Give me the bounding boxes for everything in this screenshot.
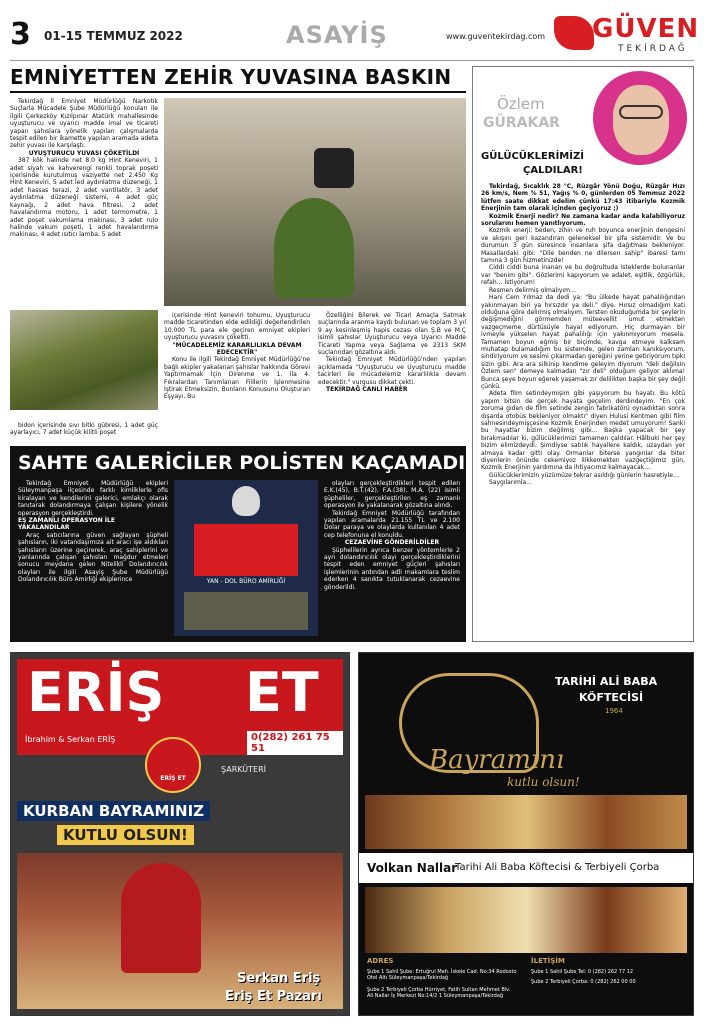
column-p4: Ciddi ciddi buna inanan ve bu doğrultuda isteklerde bulunanlar var "benim gibi". Gözlerimi kapıyorum ve adalet, eşitlik, özgürlük, refah… İstiyorum! [481,264,685,287]
article1-subheading-1: UYUŞTURUCU YUVASI ÇÖKETİLDİ [28,149,140,157]
column-title-1: GÜLÜCÜKLERİMİZİ [481,151,584,162]
person-name: Serkan Eriş [237,971,321,986]
equipment-shape [314,148,354,188]
issue-date: 01-15 TEMMUZ 2022 [44,29,183,43]
article2-subheading-1: EŞ ZAMANLI OPERASYON İLE YAKALANDILAR [18,517,115,532]
article1-headline: EMNİYETTEN ZEHİR YUVASINA BASKIN [10,65,452,89]
article1-body-2b: Konu ile ilgili Tekirdağ Emniyet Müdürlüğü'ne bağlı ekipler yakalanan şahıslar hakkında Görevi Yaptırmamak İçin Direnme ve 1. ila 4. Fıkralardan Tanımlanan Fiillerin İşlenmesine İştirak Etmeksizin, Bunların Konusunu Oluşturan Eşyayı, Bu [164,356,310,401]
logo [554,14,700,58]
article1-byline: TEKİRDAĞ CANLI HABER [326,386,408,394]
contact-1: Şube 1 Sahil Şube Tel: 0 (282) 262 77 12 [531,969,634,975]
logo-sub: TEKİRDAĞ [618,44,688,54]
tagline-bar [359,853,694,883]
column-title-2: ÇALDILAR! [523,165,583,176]
column-p6: Hani Cem Yılmaz da dedi ya: "Bu ülkede hayat pahalılığından yakınmayan biri ya hırsızdır ya deli." diye. Hırsız olmadığım kati olduğuna göre delirmiş olmalıyım. Tersten okuduğumda bir şeylerin değişmediğini görmemden müteevellit umut etmekten vazgeçmeme dürtüsüyle hayal ediyorum. Hiç durmayan bir ivmeyle yükselen hayat pahalılığı için yakınmıyorum mesela. Tamamen boyun eğmiş bir biçimde, kavga etmeye kalksam muhatap bulamadığım bu sistemde, gelen zamları kanıksıyorum, sindiriyorum ve sesimi çıkarmadan gereğini yerine getiriyorum tıpkı sizin gibi. Ara ara silkinip kendime geleyim diyorum "deli değilsin Özlem sen" demeye kalmadan "zır deli" olduğum geliyor aklıma! Bunca şeye boyun eğerek yaşamak zır delilikten başka bir şey değil çünkü. [481,294,685,390]
article2-body-3: olayları gerçekleştirdikleri tespit edilen E.K.(45), B.T.(42), F.A.(38), M.A. (22) isimli şüpheliler, gerçekleştirilen eş zamanlı operasyon ile yakalanarak gözaltına alındı. [324,480,460,510]
eris-emblem [145,737,201,793]
aba-brand-2: KÖFTECİSİ [579,691,644,704]
tagline-rest: Tarihi Ali Baba Köftecisi & Terbiyeli Çorba [455,862,660,873]
kurban-banner-1: KURBAN BAYRAMINIZ [17,801,210,821]
column-p9: Saygılarımla… [489,479,533,487]
person-shape [121,863,201,973]
column-p7: Adeta film setindeymişim gibi yaşıyorum bu hayatı. Bu kötü yapım bitsin de gerçek hayata geçelim derdindeyim. "En çok zoruma giden de film setinde zengin fabrikatörü oynadıktan sonra dışarda otobüs bekleniyor olmaktı" diyen Hulusi Kentmen gibi film sahnesindeymişçesine Kozmik Enerjinden medet umuyorum! Sanki bu hayatlar bizim değilmiş gibi… Başka yapacak bir şey bırakmadılar ki, gülücüklerimizi tamamen çaldılar. Hâlbuki her şey bizim elimizdeydi. Şimdiyse satılık hayallere kaldık, uzaydan yer almaya kadar gitti olay. Ormanlar biterse yangınlar da biter diyenlerin önünde cekemiyoz ilikkemekten vazgeçtiğimiz gün, Kozmik Enerjinin yardımına da ihtiyacımız kalmayacak… [481,390,685,472]
article1-body-2: içerisinde Hint keneviri tohumu, Uyuşturucu madde ticaretinden elde edildiği değerlendirilen 10.000 TL para ele geçiren emniyet ekipleri uyuşturucu yuvasını çökeltti. [164,312,310,342]
article1-body-1b: bidon içerisinde sıvı bitki gübresi, 1 adet güç ayarlayıcı, 7 adet küçük kilitli poşet [10,422,158,437]
article1-subheading-2: "MÜCADELEMİZ KARARLILIKLA DEVAM EDECEKTİR" [172,341,302,357]
store-phone: 0(282) 261 75 51 [247,731,343,755]
article1-photo-main [164,98,466,306]
article2-photo [174,480,318,636]
article1-body-1: 387 kök halinde net 8.0 kg Hint Keneviri, 1 adet siyah ve kahverengi renkli toprak poşeti içerisinde kurutulmuş vaziyette net 2.450 Kg Hint Keneviri, 5 adet led aydınlatma düzeneği, 1 adet hassas terazi, 2 adet vantilatör, 3 adet aydınlatma düzeneği sistemi, 4 adet güç kaynağı, 2 adet hava filtresi, 2 adet havalandırma motoru, 1 adet termometre, 1 adet poşet vakumlama makinası, 3 adet rulo halinde vakum poşeti, 1 adet havalandırma makinası, 4 adet ısıtıcı lamba, 5 adet [10,157,158,239]
header-divider [10,60,694,61]
section-title: ASAYİŞ [286,21,388,49]
police-emblem [232,486,260,516]
article2-body-1: Araç satıcılarına güven sağlayan şüpheli şahısların, iki vatandaşımıza ait aracı işe aldıkları şahısların üzerine geçirerek, araç sahiplerini ve yanlarında çalışan şahısları mağdur etmeleri sonucu meydana gelen Nitelikli Dolandırıcılık olayları ile ilgili Asayiş Şube Müdürlüğü Dolandırıcılık Büro Amirliği ekiplerince [18,531,168,584]
article1-col3 [318,312,466,393]
article1-body-3b: Tekirdağ Emniyet Müdürlüğü'nden yapılan açıklamada "Uyuşturucu ve Uyuşturucu madde tacirleri ile mücadelemiz kararlılıkla devam edecektir." vurgusu dikkat çekti. [318,356,466,386]
author-face [613,85,669,155]
author-glasses [619,105,663,119]
market-name: Eriş Et Pazarı [225,989,322,1004]
contact-2: Şube 2 Terbiyeli Çorba: 0 (282) 262 00 00 [531,979,636,985]
seized-money-shape [184,592,308,630]
column-p2: Kozmik Enerji nedir? Ne zamana kadar anda kalabiliyoruz sorularını hemen yanıtlıyorum. [481,212,685,228]
tagline-name: Volkan Nallar [367,861,458,875]
kurban-banner-2: KUTLU OLSUN! [57,825,194,845]
logo-emblem [554,16,594,50]
website: www.guventekirdag.com [446,32,546,41]
flag-shape [194,524,298,576]
column-p8: Gülücüklerimizin yüzümüze tekrar asıldığı günlerin hasretiyle… [489,471,679,479]
brand-eris: ERİŞ [27,661,165,724]
ad-ali-baba [358,652,694,1016]
greeting-2: kutlu olsun! [507,775,580,789]
article1-col1 [10,98,158,239]
article2-headline: SAHTE GALERİCİLER POLİSTEN KAÇAMADI [18,452,466,474]
column-p5: Resmen delirmiş olmalıyım… [489,286,576,294]
address-1: Şube 1 Sahil Şube: Ertuğrul Mah. İskele Cad. No:34 Rodosto Otel Altı Süleymanpaşa/Tekirdağ [367,969,517,981]
aba-brand-1: TARİHİ ALİ BABA [555,675,658,688]
article2-col3 [324,480,460,591]
column-p3: Kozmik enerji; beden, zihin ve ruh boyunca enerjinin dengesini ve akışını geri kazandıran geleneksel bir şifa sistemidir. Ve bu durumun 3 gün süresince insanlara şifa dağıtması bekleniyor. Masallardaki gibi: "Dile benden ne dilersen sahip" ibaresi tamı tamına 3 gün hizmetinizde! [481,227,685,265]
article2-box [10,446,466,642]
logo-main: GÜVEN [592,14,700,44]
sarkuteri-sign: ŞARKÜTERİ [221,765,267,774]
author-first-name: Özlem [497,95,545,113]
article2-col1 [18,480,168,584]
author-photo [593,71,687,165]
ad-eris-et [10,652,350,1016]
column-body [481,183,685,487]
article2-subheading-2: CEZAEVİNE GÖNDERİLDİLER [344,539,440,547]
article2-intro: Tekirdağ Emniyet Müdürlüğü ekipleri Süleymanpaşa ilçesinde farklı kimliklerle ofis kiralayan ve kendilerini galerici, emlakçı olarak tanıtarak dolandırmaya çalışan kişilere yönelik operasyon gerçekleştirdi. [18,480,168,517]
address-title: ADRES [367,957,394,965]
author-last-name: GÜRAKAR [483,115,560,131]
emblem-text: ERİŞ ET [160,775,186,782]
page-number: 3 [10,17,31,52]
column-box [472,66,694,642]
article1-photo-small [10,310,158,410]
contact-title: İLETİŞİM [531,957,565,965]
article1-underline [10,91,466,93]
article1-intro: Tekirdağ İl Emniyet Müdürlüğü Narkotik Suçlarla Mücadele Şube Müdürlüğü konuları ile ilgili Çerkezköy Kızılpınar Atatürk mahallesinde uyuşturucu ve uyarıcı madde imal ve ticareti yapan şahıslara yönelik yapılan çalışmalarda tespit edilen bir ikamette yapılan aramada adeta zehir yuvası ile karşılaştı. [10,98,158,150]
plant-shape [274,198,354,298]
food-row-1 [365,795,687,849]
owner-names: İbrahim & Serkan ERİŞ [25,735,116,744]
address-2: Şube 2 Terbiyeli Çorba Hürriyet, Fatih Sultan Mehmet Blv. Ali Nallar İş Merkezi No:14/2 1 Süleymanpaşa/Tekirdağ [367,987,511,999]
column-p1: Tekirdağ, Sıcaklık 28 °C, Rüzgâr Yönü Doğu, Rüzgâr Hızı 26 km/s, Nem % 51, Yağış % 0, günlerden 05 Temmuz 2022 lütfen saate dikkat edelim çünkü 17:43 itibariyle Kozmik Enerjinin tam olarak içinden geçiyoruz ;) [481,183,685,213]
article2-body-3c: Şüphelilerin ayrıca benzer yöntemlerle 2 ayrı dolandırıcılık olayı gerçekleştirdiklerini tespit eden emniyet güçleri şahısları işlemlerinin ardından adli makamlara teslim ederken 4 sanıkta tutuklanarak cezaevine gönderildi. [324,546,460,591]
greeting-1: Bayramını [429,745,565,775]
article1-col2 [164,312,310,401]
article1-col1-end [10,422,158,437]
brand-et: ET [245,661,319,724]
photo-caption: YAN - DOL BÜRO AMİRLİĞİ [206,578,286,585]
article2-body-3b: Tekirdağ Emniyet Müdürlüğü tarafından yapılan aramalarda 21.155 TL ve 2.100 Dolar paraya ve olaylarda kullanılan 4 adet cep telefonuna el konuldu. [324,509,460,539]
aba-year: 1964 [605,707,623,715]
food-row-2 [365,887,687,953]
article1-body-3: Özelliğini Bilerek ve Ticari Amaçla Satmak suçlarında aranma kaydı bulunan ve toplam 3 yıl 9 ay kesinleşmiş hapis cezası olan Ş.B ve M.Ç isimli şahıslar Uyuşturucu veya Uyarıcı Madde Ticareti Yapma veya Sağlama ve 2313 SKM suçlarından gözaltına aldı. [318,312,466,357]
